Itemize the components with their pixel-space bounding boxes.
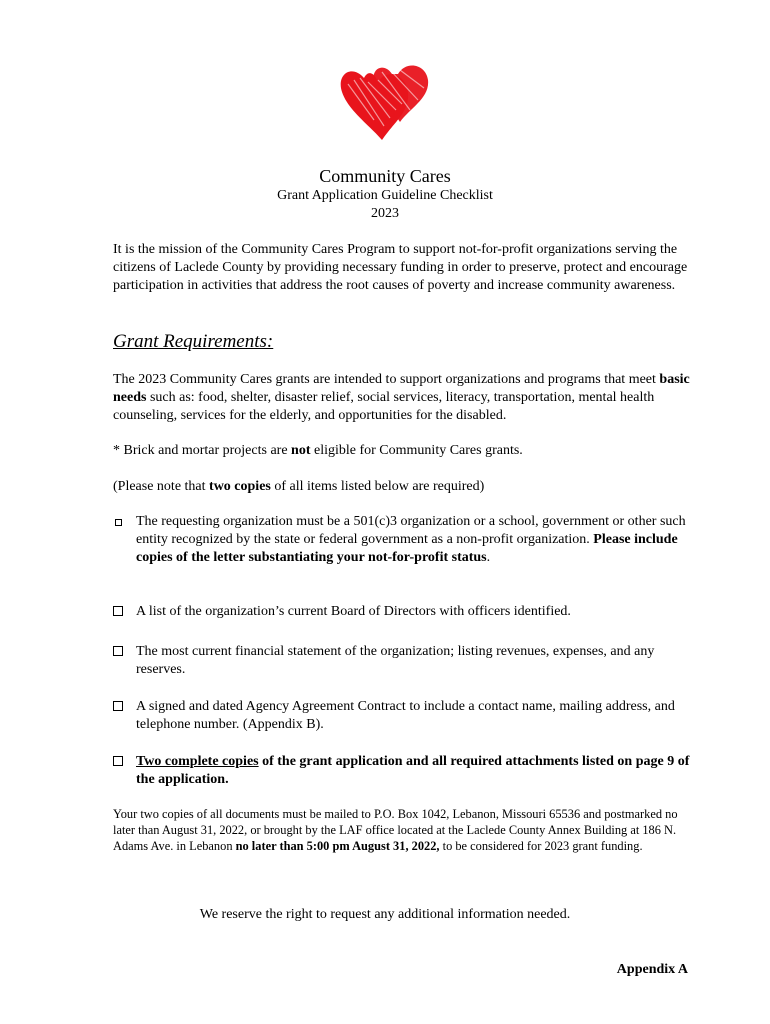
heart-logo-icon	[334, 60, 444, 160]
document-subtitle: Grant Application Guideline Checklist	[277, 188, 493, 203]
brick-mortar-note: * Brick and mortar projects are not eligible for Community Cares grants.	[113, 443, 523, 458]
reserve-right-note: We reserve the right to request any additional information needed.	[199, 907, 571, 922]
checkbox-icon	[115, 519, 122, 526]
document-year: 2023	[371, 206, 399, 221]
checkbox-icon	[113, 756, 123, 766]
document-title: Community Cares	[319, 166, 451, 186]
requirements-intro: The 2023 Community Cares grants are intended to support organizations and programs that meet basic needs such as: food, shelter, disaster relief, social services, literacy, transportation, mental health counseling, services for the elderly, and opportunities for the disabled.	[113, 372, 690, 423]
document-page: Community Cares Grant Application Guideline Checklist 2023 It is the mission of the Community Cares Program to support not-for-profit organizations serving the citizens of Laclede County by providing necessary funding in order to preserve, protect and encourage participation in activities that address the root causes of poverty and increase community awareness. Grant Requirements: The 2023 Community Cares grants are intended to support organizations and programs that meet basic needs such as: food, shelter, disaster relief, social services, literacy, transportation, mental health counseling, services for the elderly, and opportunities for the disabled. * Brick and mortar projects are not eligible for Community Cares grants. (Please note that two copies of all items listed below are required) The requesting organization must be a 501(c)3 organization or a school, government or other such entity recognized by the state or federal government as a non-profit organization. Please include copies of the letter substantiating your not-for-profit status. A list of the organization’s current Board of Directors with officers identified. The most current financial statement of the organization; listing revenues, expenses, and any reserves. A signed and dated Agency Agreement Contract to include a contact name, mailing address, and telephone number. (Appendix B). Two complete copies of the grant application and all required attachments listed on page 9 of the application. Your two copies of all documents must be mailed to P.O. Box 1042, Lebanon, Missouri 65536 and postmarked no later than August 31, 2022, or brought by the LAF office located at the Laclede County Annex Building at 186 N. Adams Ave. in Lebanon no later than 5:00 pm August 31, 2022, to be considered for 2023 grant funding. We reserve the right to request any additional information needed. Appendix A	[0, 0, 770, 1024]
checkbox-icon	[113, 646, 123, 656]
appendix-label: Appendix A	[616, 962, 688, 977]
mailing-instructions: Your two copies of all documents must be mailed to P.O. Box 1042, Lebanon, Missouri 65536 and postmarked no later than August 31, 2022, or brought by the LAF office located at the Laclede County Annex Building at 186 N. Adams Ave. in Lebanon no later than 5:00 pm August 31, 2022, to be considered for 2023 grant funding.	[113, 807, 678, 853]
mission-statement: It is the mission of the Community Cares Program to support not-for-profit organizations serving the citizens of Laclede County by providing necessary funding in order to preserve, protect and encourage participation in activities that address the root causes of poverty and increase community awareness.	[113, 242, 688, 293]
grant-requirements-heading: Grant Requirements:	[113, 331, 274, 352]
checkbox-icon	[113, 701, 123, 711]
checkbox-icon	[113, 606, 123, 616]
copies-note: (Please note that two copies of all items listed below are required)	[113, 479, 485, 494]
